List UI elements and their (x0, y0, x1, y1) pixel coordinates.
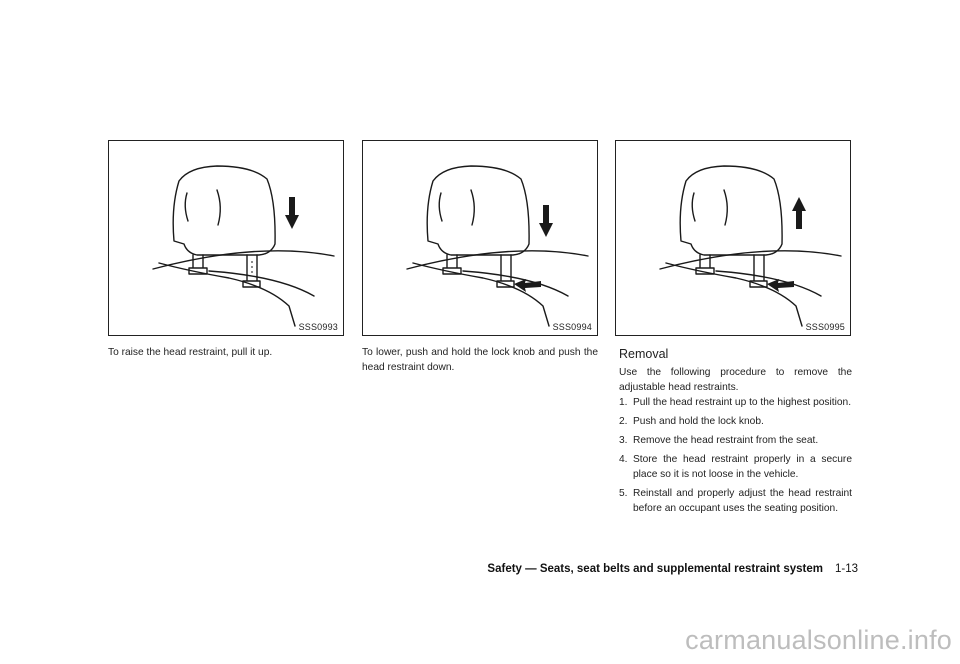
watermark: carmanualsonline.info (685, 625, 952, 655)
section-title: Safety — Seats, seat belts and supplemental restraint system (487, 563, 823, 575)
figure-remove-head-restraint (615, 140, 851, 336)
figure-code: SSS0995 (805, 322, 845, 332)
head-restraint-illustration (109, 141, 345, 337)
head-restraint-illustration (616, 141, 852, 337)
up-arrow-icon (285, 197, 299, 229)
list-item: 1. Pull the head restraint up to the highest position. (619, 397, 852, 408)
figure-1-caption: To raise the head restraint, pull it up. (108, 347, 273, 358)
figure-raise-head-restraint (108, 140, 344, 336)
figure-2-caption: To lower, push and hold the lock knob and push the head restraint down. (362, 347, 598, 373)
list-item: 5. Reinstall and properly adjust the head restraint before an occupant uses the seating position. (619, 488, 852, 514)
figure-lower-head-restraint (362, 140, 598, 336)
head-restraint-illustration (363, 141, 599, 337)
page-number: 1-13 (834, 563, 858, 575)
up-arrow-icon (792, 197, 806, 229)
list-item: 3. Remove the head restraint from the seat. (619, 435, 819, 446)
figure-code: SSS0993 (298, 322, 338, 332)
list-item: 2. Push and hold the lock knob. (619, 416, 764, 427)
removal-intro: Use the following procedure to remove the adjustable head restraints. (619, 367, 852, 393)
down-arrow-icon (539, 205, 553, 237)
removal-steps (619, 395, 852, 520)
removal-heading: Removal (619, 347, 669, 361)
page-footer (487, 563, 858, 575)
list-item: 4. Store the head restraint properly in a secure place so it is not loose in the vehicle. (619, 454, 852, 480)
figure-code: SSS0994 (552, 322, 592, 332)
